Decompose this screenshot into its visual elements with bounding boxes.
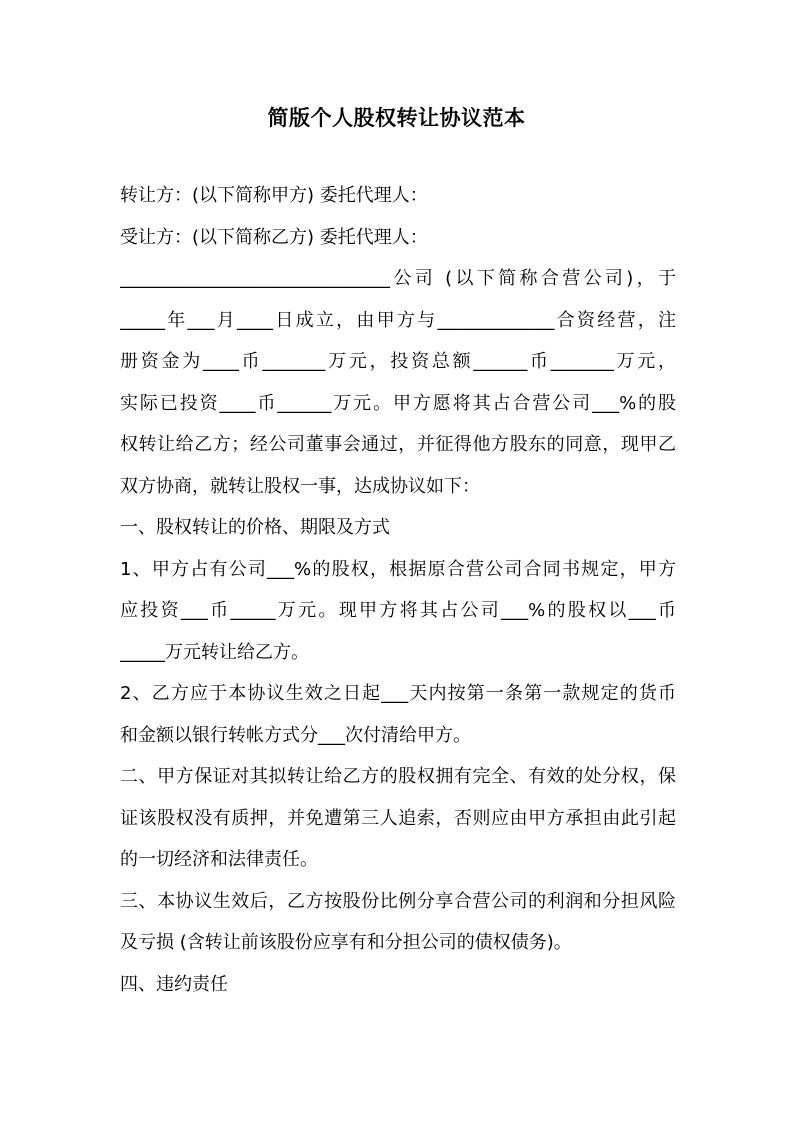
section-heading: 一、股权转让的价格、期限及方式 [120,517,390,538]
paragraph-line: 及亏损 (含转让前该股份应享有和分担公司的债权债务)。 [120,932,572,953]
paragraph-line: 和金额以银行转帐方式分___次付清给甲方。 [120,724,471,746]
paragraph-line: 实际已投资____币______万元。甲方愿将其占合营公司___%的股 [120,392,676,414]
paragraph-line: 受让方：(以下简称乙方) 委托代理人： [120,226,428,248]
document-body [120,184,676,1014]
paragraph-line: 转让方：(以下简称甲方) 委托代理人： [120,185,428,206]
paragraph-line: 2、乙方应于本协议生效之日起___天内按第一条第一款规定的货币 [120,683,676,704]
section-heading: 四、违约责任 [120,973,228,995]
paragraph-line: 证该股权没有质押，并免遭第三人追索，否则应由甲方承担由此引起 [120,807,676,829]
paragraph-line: 三、本协议生效后，乙方按股份比例分享合营公司的利润和分担风险 [120,890,676,912]
paragraph-line: 的一切经济和法律责任。 [120,849,318,870]
paragraph-line: 权转让给乙方；经公司董事会通过，并征得他方股东的同意，现甲乙 [120,434,676,455]
paragraph-line: 册资金为____币_______万元，投资总额______币_______万元， [120,351,676,372]
paragraph-line: 双方协商，就转让股权一事，达成协议如下： [120,475,480,497]
paragraph-line: ______________________________公司 (以下简称合营公司)，于 [120,268,676,289]
paragraph-line: 1、甲方占有公司___%的股权，根据原合营公司合同书规定，甲方 [120,558,676,580]
paragraph-line: _____万元转让给乙方。 [120,641,309,663]
paragraph-line: _____年___月____日成立，由甲方与_____________合资经营，注 [120,309,676,331]
paragraph-line: 应投资___币_____万元。现甲方将其占公司___%的股权以___币 [120,600,676,621]
paragraph-line: 二、甲方保证对其拟转让给乙方的股权拥有完全、有效的处分权，保 [120,766,676,787]
document-title: 简版个人股权转让协议范本 [267,106,526,130]
